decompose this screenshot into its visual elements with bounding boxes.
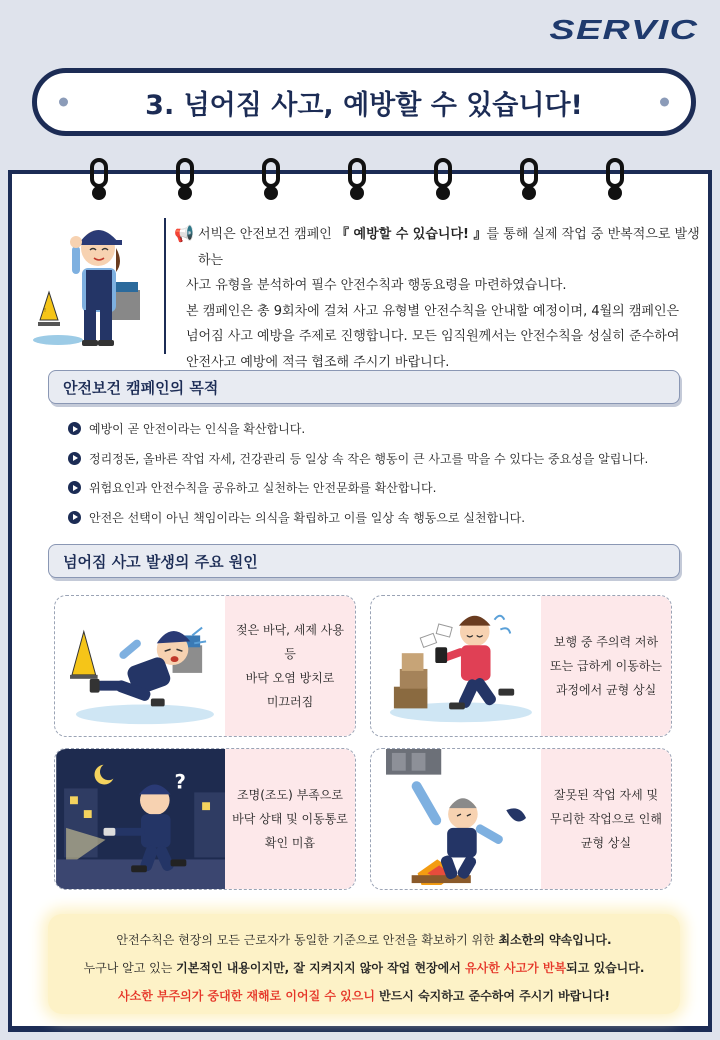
- section-heading-causes: [48, 544, 680, 578]
- cause-description: 보행 중 주의력 저하 또는 급하게 이동하는 과정에서 균형 상실: [541, 596, 671, 736]
- notice-line: 누구나 알고 있는 기본적인 내용이지만, 잘 지켜지지 않아 작업 현장에서 유사한 사고가 반복되고 있습니다.: [83, 961, 645, 975]
- intro-text: 서빅은 안전보건 캠페인 『 예방할 수 있습니다! 』를 통해 실제 작업 중 반복적으로 발생하는 사고 유형을 분석하여 필수 안전수칙과 행동요령을 마련하였습니다. 본 캠페인은 총 9회차에 걸쳐 사고 유형별 안전수칙을 안내할 예정이며, 4월의 캠페인은 넘어짐 사고 예방을 주제로 진행합니다. 모든 임직원께서는 안전수칙을 성실히 준수하여 안전사고 예방에 적극 협조해 주시기 바랍니다.: [186, 227, 700, 370]
- divider-line: [164, 218, 166, 354]
- thumbs-up-worker-illustration: [28, 212, 158, 352]
- banner-dot-left: [59, 98, 68, 107]
- list-item: 예방이 곧 안전이라는 인식을 확산합니다.: [68, 414, 688, 444]
- binder-ring: [518, 158, 540, 200]
- binder-ring: [604, 158, 626, 200]
- cause-description: 잘못된 작업 자세 및 무리한 작업으로 인해 균형 상실: [541, 749, 671, 889]
- svg-text:?: ?: [174, 770, 186, 794]
- list-item: 위험요인과 안전수칙을 공유하고 실천하는 안전문화를 확산합니다.: [68, 473, 688, 503]
- notice-line: 사소한 부주의가 중대한 재해로 이어질 수 있으니 반드시 숙지하고 준수하여 주시기 바랍니다!: [118, 989, 610, 1003]
- cause-card-lighting: [54, 748, 356, 890]
- cause-card-wet-floor: [54, 595, 356, 737]
- list-item: 안전은 선택이 아닌 책임이라는 의식을 확립하고 이를 일상 속 행동으로 실천합니다.: [68, 503, 688, 533]
- arrow-bullet-icon: [68, 481, 81, 494]
- notice-line: 안전수칙은 현장의 모든 근로자가 동일한 기준으로 안전을 확보하기 위한 최소한의 약속입니다.: [116, 933, 612, 947]
- purpose-list: [68, 414, 688, 532]
- slipping-worker-illustration: [55, 596, 227, 736]
- megaphone-icon: 📢: [174, 224, 194, 243]
- list-item: 정리정돈, 올바른 작업 자세, 건강관리 등 일상 속 작은 행동이 큰 사고를 막을 수 있다는 중요성을 알립니다.: [68, 444, 688, 474]
- tripping-worker-illustration: [371, 596, 543, 736]
- binder-ring: [346, 158, 368, 200]
- arrow-bullet-icon: [68, 452, 81, 465]
- cause-description: 조명(조도) 부족으로 바닥 상태 및 이동통로 확인 미흡: [225, 749, 355, 889]
- section-heading-text: 넘어짐 사고 발생의 주요 원인: [63, 552, 258, 571]
- night-flashlight-worker-illustration: [55, 749, 227, 889]
- safety-notice-box: [48, 914, 680, 1014]
- banner-dot-right: [660, 98, 669, 107]
- cause-card-inattention: [370, 595, 672, 737]
- cause-description: 젖은 바닥, 세제 사용 등 바닥 오염 방치로 미끄러짐: [225, 596, 355, 736]
- binder-ring: [432, 158, 454, 200]
- section-heading-text: 안전보건 캠페인의 목적: [63, 378, 219, 397]
- binder-ring: [174, 158, 196, 200]
- arrow-bullet-icon: [68, 422, 81, 435]
- cause-card-posture: [370, 748, 672, 890]
- falling-worker-illustration: [371, 749, 543, 889]
- title-banner: [32, 68, 696, 136]
- brand-logo: SERVIC: [549, 14, 698, 45]
- intro-section: [24, 212, 704, 370]
- binder-ring: [88, 158, 110, 200]
- page-title: 3. 넘어짐 사고, 예방할 수 있습니다!: [145, 89, 583, 121]
- arrow-bullet-icon: [68, 511, 81, 524]
- section-heading-purpose: [48, 370, 680, 404]
- binder-ring: [260, 158, 282, 200]
- svg-text:!: !: [44, 308, 47, 314]
